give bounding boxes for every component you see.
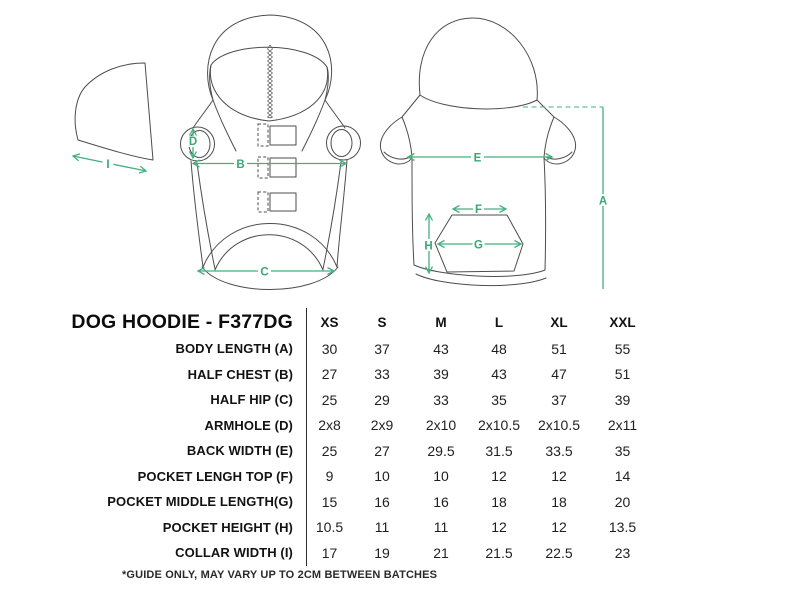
hood-back-outline xyxy=(419,18,537,100)
size-value: 2x8 xyxy=(318,417,341,434)
back-view-drawing xyxy=(375,5,615,297)
size-value: 27 xyxy=(374,442,390,459)
size-value: 12 xyxy=(551,519,567,536)
size-value: 21 xyxy=(433,544,449,561)
size-value: 37 xyxy=(374,340,390,357)
label-pocket-top: F xyxy=(474,204,483,216)
size-value: 35 xyxy=(614,442,631,459)
size-column-header-s: S xyxy=(377,314,387,330)
size-column-header-l: L xyxy=(494,314,504,330)
collar-outline xyxy=(75,63,153,160)
row-label-half-hip: HALF HIP (C) xyxy=(40,387,307,413)
label-half-chest: B xyxy=(236,159,245,171)
size-value: 51 xyxy=(614,366,631,383)
row-label-body-length: BODY LENGTH (A) xyxy=(40,336,307,362)
size-value: 27 xyxy=(321,366,338,383)
size-value: 47 xyxy=(551,366,567,383)
label-pocket-height: H xyxy=(424,240,433,253)
size-value: 39 xyxy=(614,391,631,408)
front-view-drawing xyxy=(180,5,380,297)
size-column-header-xxl: XXL xyxy=(609,314,636,330)
footnote: *GUIDE ONLY, MAY VARY UP TO 2CM BETWEEN BATCHES xyxy=(122,569,438,581)
label-half-hip: C xyxy=(260,266,269,279)
size-table xyxy=(40,308,655,566)
size-value: 35 xyxy=(491,391,507,408)
button-tab xyxy=(270,126,296,145)
size-value: 12 xyxy=(551,468,567,485)
row-label-back-width: BACK WIDTH (E) xyxy=(40,438,307,464)
size-value: 10 xyxy=(433,468,449,485)
size-value: 18 xyxy=(551,493,567,510)
size-value: 2x10.5 xyxy=(477,417,521,434)
size-value: 11 xyxy=(374,519,390,536)
size-value: 2x11 xyxy=(607,417,638,434)
size-value: 20 xyxy=(614,493,631,510)
size-value: 11 xyxy=(433,519,449,536)
size-value: 17 xyxy=(321,544,338,561)
size-value: 25 xyxy=(321,391,338,408)
size-value: 18 xyxy=(491,493,507,510)
size-value: 2x9 xyxy=(370,417,394,434)
size-value: 48 xyxy=(491,340,507,357)
size-value: 37 xyxy=(551,391,567,408)
size-value: 10.5 xyxy=(315,519,344,536)
size-value: 21.5 xyxy=(485,544,513,561)
row-label-collar-width: COLLAR WIDTH (I) xyxy=(40,540,307,566)
size-value: 33.5 xyxy=(545,442,573,459)
size-value: 10 xyxy=(374,468,390,485)
size-value: 30 xyxy=(321,340,338,357)
row-label-half-chest: HALF CHEST (B) xyxy=(40,362,307,388)
collar-piece-drawing xyxy=(50,50,180,190)
label-pocket-middle: G xyxy=(474,239,483,252)
size-value: 25 xyxy=(321,442,338,459)
size-value: 29 xyxy=(374,391,390,408)
size-value: 9 xyxy=(325,468,334,485)
size-value: 19 xyxy=(374,544,390,561)
size-value: 12 xyxy=(491,519,507,536)
size-value: 23 xyxy=(614,544,631,561)
label-armhole: D xyxy=(188,136,198,148)
size-column-header-xs: XS xyxy=(320,314,339,330)
row-label-armhole: ARMHOLE (D) xyxy=(40,413,307,439)
size-value: 22.5 xyxy=(545,544,573,561)
button-tab-stitch xyxy=(258,124,268,146)
label-body-length: A xyxy=(598,195,608,208)
size-value: 55 xyxy=(614,340,631,357)
button-tab xyxy=(270,193,296,211)
label-collar-width: I xyxy=(106,159,110,171)
product-title: DOG HOODIE - F377DG xyxy=(40,308,307,336)
size-value: 31.5 xyxy=(485,442,513,459)
size-value: 14 xyxy=(614,468,631,485)
size-value: 13.5 xyxy=(608,519,637,536)
size-value: 2x10 xyxy=(425,417,457,434)
size-value: 39 xyxy=(433,366,449,383)
size-value: 2x10.5 xyxy=(537,417,581,434)
row-label-pocket-height: POCKET HEIGHT (H) xyxy=(40,515,307,541)
right-armhole xyxy=(327,126,361,160)
row-label-pocket-middle-length: POCKET MIDDLE LENGTH(G) xyxy=(40,489,307,515)
left-sleeve xyxy=(380,117,412,164)
size-column-header-m: M xyxy=(435,314,447,330)
button-tab-stitch xyxy=(258,157,268,178)
label-back-width: E xyxy=(473,152,482,165)
size-value: 16 xyxy=(374,493,390,510)
size-value: 15 xyxy=(321,493,338,510)
belly-arch xyxy=(203,224,337,268)
size-value: 43 xyxy=(491,366,507,383)
size-value: 12 xyxy=(491,468,507,485)
size-value: 33 xyxy=(374,366,390,383)
row-label-pocket-length-top: POCKET LENGH TOP (F) xyxy=(40,464,307,490)
size-value: 29.5 xyxy=(427,442,455,459)
button-tab-stitch xyxy=(258,192,268,212)
size-value: 16 xyxy=(433,493,449,510)
size-column-header-xl: XL xyxy=(550,314,568,330)
size-value: 33 xyxy=(433,391,449,408)
size-value: 51 xyxy=(551,340,567,357)
button-tab xyxy=(270,158,296,177)
size-value: 43 xyxy=(433,340,449,357)
